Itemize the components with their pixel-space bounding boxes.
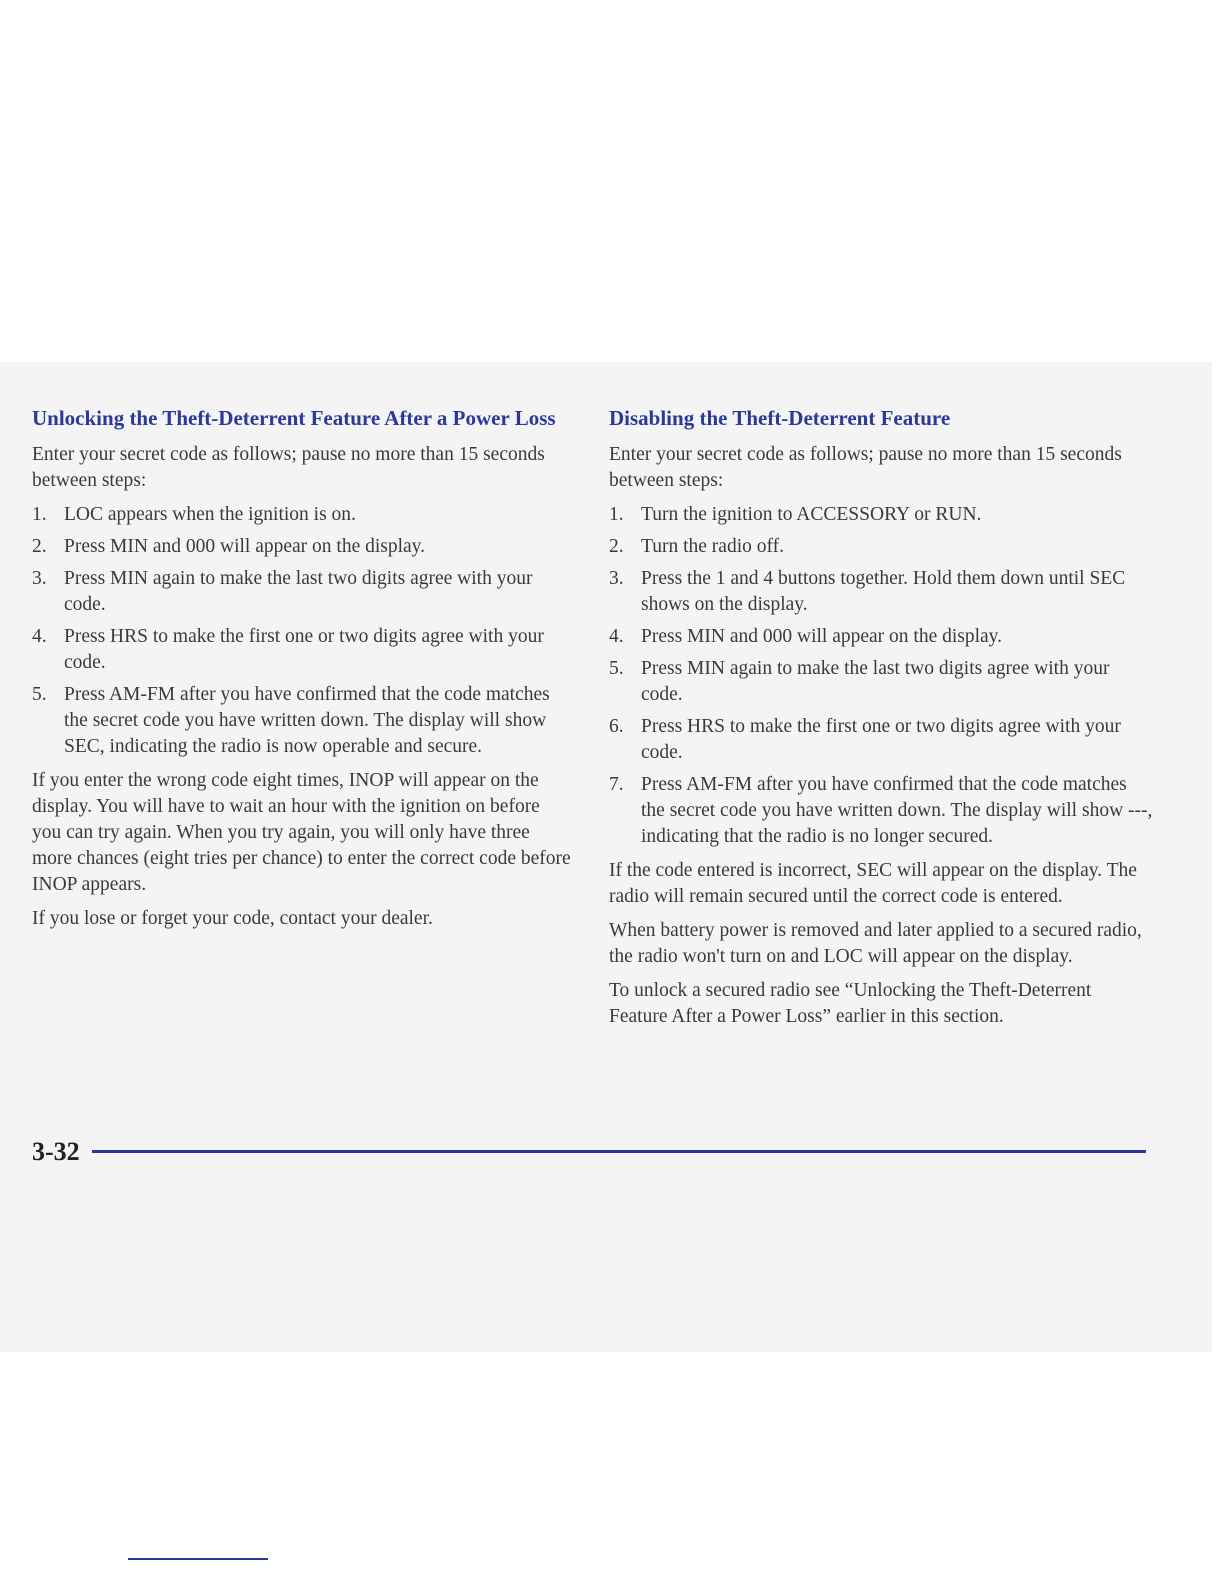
right-column: [609, 405, 1154, 1038]
step-text: Press AM-FM after you have confirmed that the code matches the secret code you have written down. The display will show SEC, indicating the radio is now operable and secure.: [64, 684, 550, 757]
step-item: [609, 624, 1154, 650]
lost-code-paragraph: If you lose or forget your code, contact your dealer.: [32, 908, 433, 929]
step-number: 3.: [32, 568, 47, 589]
step-item: [32, 502, 572, 528]
step-number: 2.: [609, 536, 624, 557]
section-heading-unlocking: Unlocking the Theft-Deterrent Feature After a Power Loss: [32, 406, 556, 430]
step-text: Press MIN and 000 will appear on the display.: [64, 536, 426, 557]
step-item: [32, 682, 572, 760]
step-number: 4.: [609, 626, 624, 647]
intro-paragraph: Enter your secret code as follows; pause no more than 15 seconds between steps:: [32, 444, 545, 491]
step-number: 2.: [32, 536, 47, 557]
steps-list: [32, 502, 572, 760]
step-text: Press AM-FM after you have confirmed that the code matches the secret code you have written down. The display will show ---, indicating that the radio is no longer secured.: [641, 774, 1153, 847]
step-number: 6.: [609, 716, 624, 737]
step-text: Turn the ignition to ACCESSORY or RUN.: [641, 504, 982, 525]
footer-rule: [92, 1150, 1146, 1153]
step-number: 7.: [609, 774, 624, 795]
step-item: [609, 502, 1154, 528]
step-item: [609, 534, 1154, 560]
step-number: 1.: [32, 504, 47, 525]
intro-paragraph: Enter your secret code as follows; pause no more than 15 seconds between steps:: [609, 444, 1122, 491]
step-item: [32, 534, 572, 560]
step-number: 1.: [609, 504, 624, 525]
bottom-rule: [128, 1558, 268, 1560]
step-text: LOC appears when the ignition is on.: [64, 504, 356, 525]
step-item: [32, 624, 572, 676]
wrong-code-paragraph: If you enter the wrong code eight times, INOP will appear on the display. You will have to wait an hour with the ignition on before you can try again. When you try again, you will only have three more chances (eight tries per chance) to enter the correct code before INOP appears.: [32, 770, 571, 895]
step-number: 5.: [609, 658, 624, 679]
step-number: 5.: [32, 684, 47, 705]
page-number: 3-32: [32, 1137, 80, 1166]
step-number: 4.: [32, 626, 47, 647]
step-item: [609, 566, 1154, 618]
step-item: [32, 566, 572, 618]
incorrect-code-paragraph: If the code entered is incorrect, SEC will appear on the display. The radio will remain secured until the correct code is entered.: [609, 860, 1137, 907]
step-item: [609, 772, 1154, 850]
step-text: Press HRS to make the first one or two digits agree with your code.: [64, 626, 544, 673]
step-text: Press MIN again to make the last two digits agree with your code.: [64, 568, 533, 615]
step-text: Turn the radio off.: [641, 536, 784, 557]
battery-power-paragraph: When battery power is removed and later applied to a secured radio, the radio won't turn on and LOC will appear on the display.: [609, 920, 1142, 967]
step-item: [609, 656, 1154, 708]
page-footer: [32, 1137, 1146, 1167]
step-text: Press MIN again to make the last two digits agree with your code.: [641, 658, 1110, 705]
section-heading-disabling: Disabling the Theft-Deterrent Feature: [609, 406, 951, 430]
steps-list: [609, 502, 1154, 850]
step-text: Press the 1 and 4 buttons together. Hold them down until SEC shows on the display.: [641, 568, 1126, 615]
step-item: [609, 714, 1154, 766]
step-text: Press HRS to make the first one or two digits agree with your code.: [641, 716, 1121, 763]
step-number: 3.: [609, 568, 624, 589]
unlock-reference-paragraph: To unlock a secured radio see “Unlocking the Theft-Deterrent Feature After a Power Loss” earlier in this section.: [609, 980, 1092, 1027]
step-text: Press MIN and 000 will appear on the display.: [641, 626, 1003, 647]
left-column: [32, 405, 572, 940]
